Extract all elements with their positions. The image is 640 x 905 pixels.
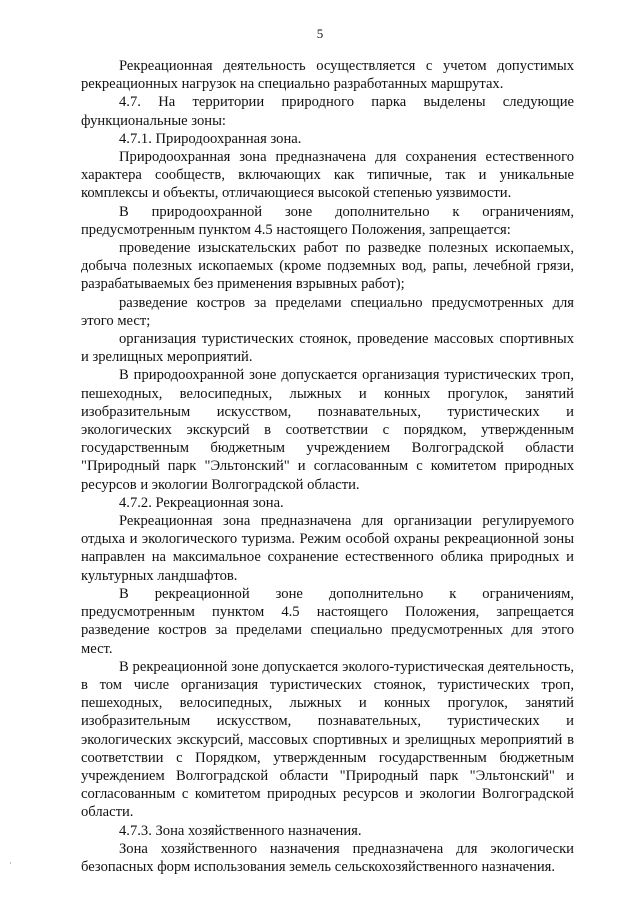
heading-4-7-3-economic-zone: 4.7.3. Зона хозяйственного назначения. — [119, 822, 362, 839]
list-item-campfire-ban: разведение костров за пределами специально предусмотренных для этого мест; — [81, 294, 574, 329]
paragraph-protected-zone-purpose: Природоохранная зона предназначена для сохранения естественного характера сообществ, включающих как типичные, так и уникальные комплексы и объекты, отличающиеся высокой степенью уязвимости. — [81, 149, 574, 202]
paragraph-recreational-activity: Рекреационная деятельность осуществляется с учетом допустимых рекреационных нагрузок на специально разработанных маршрутах. — [81, 58, 574, 93]
paragraph-protected-zone-prohibitions: В природоохранной зоне дополнительно к ограничениям, предусмотренным пунктом 4.5 настоящего Положения, запрещается: — [81, 203, 574, 238]
paragraph-recreational-zone-prohibitions: В рекреационной зоне дополнительно к ограничениям, предусмотренным пунктом 4.5 настоящего Положения, запрещается разведение костров за пределами специально предусмотренных для этого мест. — [81, 585, 574, 657]
heading-4-7-2-recreational-zone: 4.7.2. Рекреационная зона. — [119, 494, 284, 511]
document-body — [81, 57, 574, 876]
paragraph-protected-zone-allowed: В природоохранной зоне допускается организация туристических троп, пешеходных, велосипедных, лыжных и конных прогулок, занятий изобразительным искусством, познавательных, туристических и экологических экскурсий в соответствии с порядком, утвержденным государственным бюджетным учреждением Волгоградской области "Природный парк "Эльтонский" и согласованным с комитетом природных ресурсов и экологии Волгоградской области. — [81, 367, 574, 493]
paragraph-section-4-7: 4.7. На территории природного парка выделены следующие функциональные зоны: — [81, 94, 574, 129]
list-item-prospecting-ban: проведение изыскательских работ по разведке полезных ископаемых, добыча полезных ископаемых (кроме подземных вод, рапы, лечебной грязи, разрабатываемых без применения взрывных работ); — [81, 240, 574, 293]
list-item-camping-events-ban: организация туристических стоянок, проведение массовых спортивных и зрелищных мероприятий. — [81, 331, 574, 366]
paragraph-economic-zone-purpose: Зона хозяйственного назначения предназначена для экологически безопасных форм использования земель сельскохозяйственного назначения. — [81, 840, 574, 875]
paragraph-recreational-zone-allowed: В рекреационной зоне допускается эколого-туристическая деятельность, в том числе организация туристических стоянок, туристических троп, пешеходных, велосипедных, лыжных и конных прогулок, занятий изобразительным искусством, познавательных, туристических и экологических экскурсий, массовых спортивных и зрелищных мероприятий в соответствии с Порядком, утвержденным государственным бюджетным учреждением Волгоградской области "Природный парк "Эльтонский" и согласованным с комитетом природных ресурсов и экологии Волгоградской области. — [81, 658, 574, 821]
scan-margin-mark — [10, 862, 11, 864]
heading-4-7-1-protected-zone: 4.7.1. Природоохранная зона. — [119, 130, 302, 147]
page-number: 5 — [316, 26, 324, 41]
paragraph-recreational-zone-purpose: Рекреационная зона предназначена для организации регулируемого отдыха и экологического туризма. Режим особой охраны рекреационной зоны направлен на максимальное сохранение естественного облика природных и культурных ландшафтов. — [81, 513, 574, 584]
